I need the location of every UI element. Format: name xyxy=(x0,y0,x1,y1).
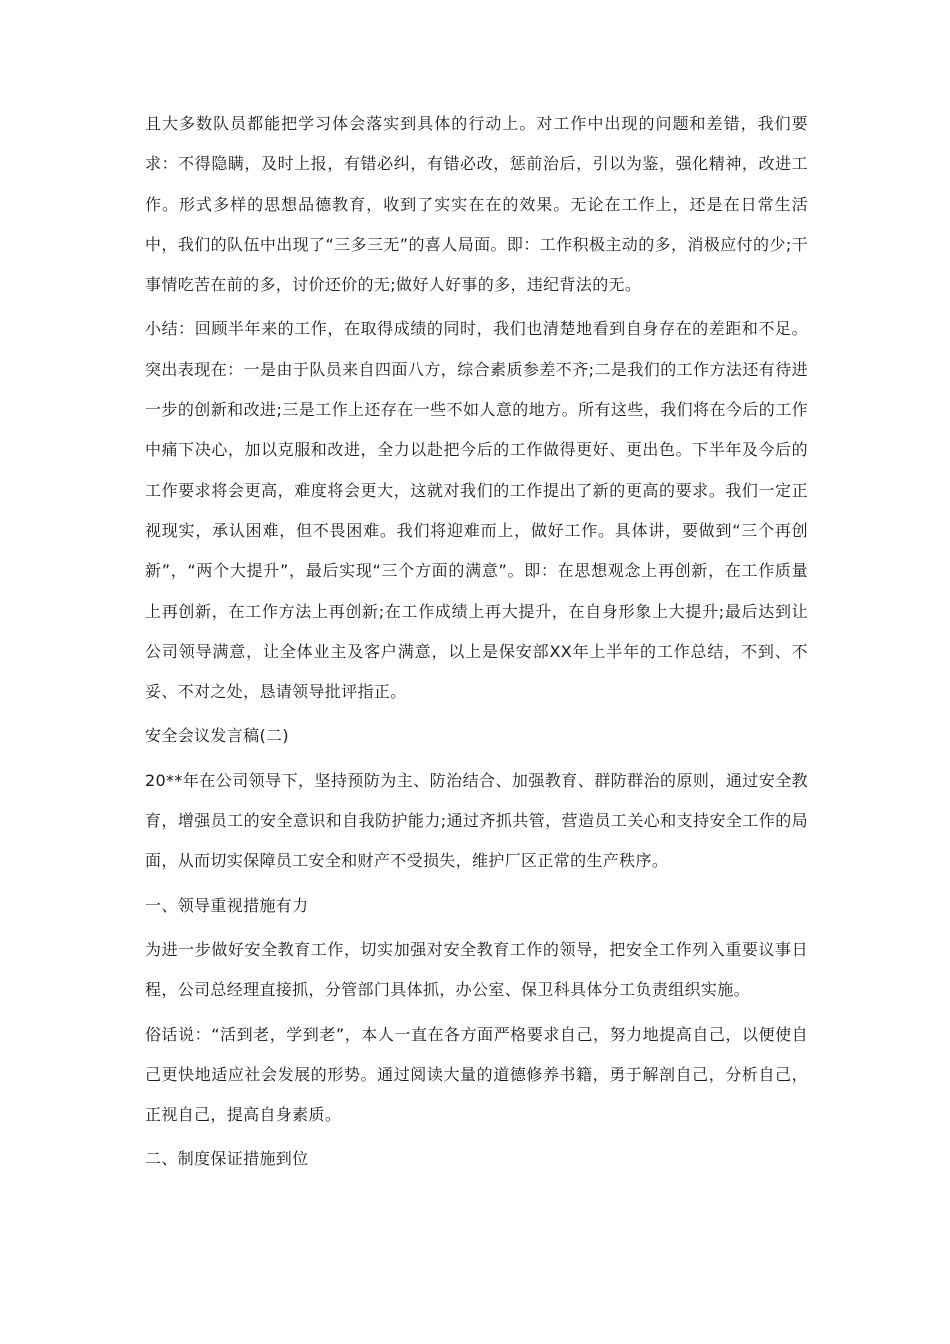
paragraph-leadership: 为进一步做好安全教育工作，切实加强对安全教育工作的领导，把安全工作列入重要议事日程，公司总经理直接抓，分管部门具体抓，办公室、保卫科具体分工负责组织实施。 xyxy=(145,939,808,1000)
document-body xyxy=(145,104,808,1180)
section-title-safety-speech: 安全会议发言稿(二) xyxy=(145,726,289,746)
section-heading-system: 二、制度保证措施到位 xyxy=(145,1149,309,1169)
section-heading-leadership: 一、领导重视措施有力 xyxy=(145,895,309,915)
paragraph-safety-intro: 20**年在公司领导下，坚持预防为主、防治结合、加强教育、群防群治的原则，通过安全教育，增强员工的安全意识和自我防护能力;通过齐抓共管，营造员工关心和支持安全工作的局面，从而切实保障员工安全和财产不受损失，维护厂区正常的生产秩序。 xyxy=(145,770,808,871)
paragraph-team-study: 且大多数队员都能把学习体会落实到具体的行动上。对工作中出现的问题和差错，我们要求：不得隐瞒，及时上报，有错必纠，有错必改，惩前治后，引以为鉴，强化精神，改进工作。形式多样的思想品德教育，收到了实实在在的效果。无论在工作上，还是在日常生活中，我们的队伍中出现了“三多三无”的喜人局面。即：工作积极主动的多，消极应付的少;干事情吃苦在前的多，讨价还价的无;做好人好事的多，违纪背法的无。 xyxy=(145,114,808,295)
paragraph-summary: 小结：回顾半年来的工作，在取得成绩的同时，我们也清楚地看到自身存在的差距和不足。突出表现在：一是由于队员来自四面八方，综合素质参差不齐;二是我们的工作方法还有待进一步的创新和改进;三是工作上还存在一些不如人意的地方。所有这些，我们将在今后的工作中痛下决心，加以克服和改进，全力以赴把今后的工作做得更好、更出色。下半年及今后的工作要求将会更高，难度将会更大，这就对我们的工作提出了新的更高的要求。我们一定正视现实，承认困难，但不畏困难。我们将迎难而上，做好工作。具体讲，要做到“三个再创新”，“两个大提升”，最后实现“三个方面的满意”。即：在思想观念上再创新，在工作质量上再创新，在工作方法上再创新;在工作成绩上再大提升，在自身形象上大提升;最后达到让公司领导满意，让全体业主及客户满意，以上是保安部XX年上半年的工作总结，不到、不妥、不对之处，恳请领导批评指正。 xyxy=(145,319,808,702)
paragraph-self-improvement: 俗话说：“活到老，学到老”，本人一直在各方面严格要求自己，努力地提高自己，以便使自己更快地适应社会发展的形势。通过阅读大量的道德修养书籍，勇于解剖自己，分析自己，正视自己，提高自身素质。 xyxy=(145,1024,808,1125)
